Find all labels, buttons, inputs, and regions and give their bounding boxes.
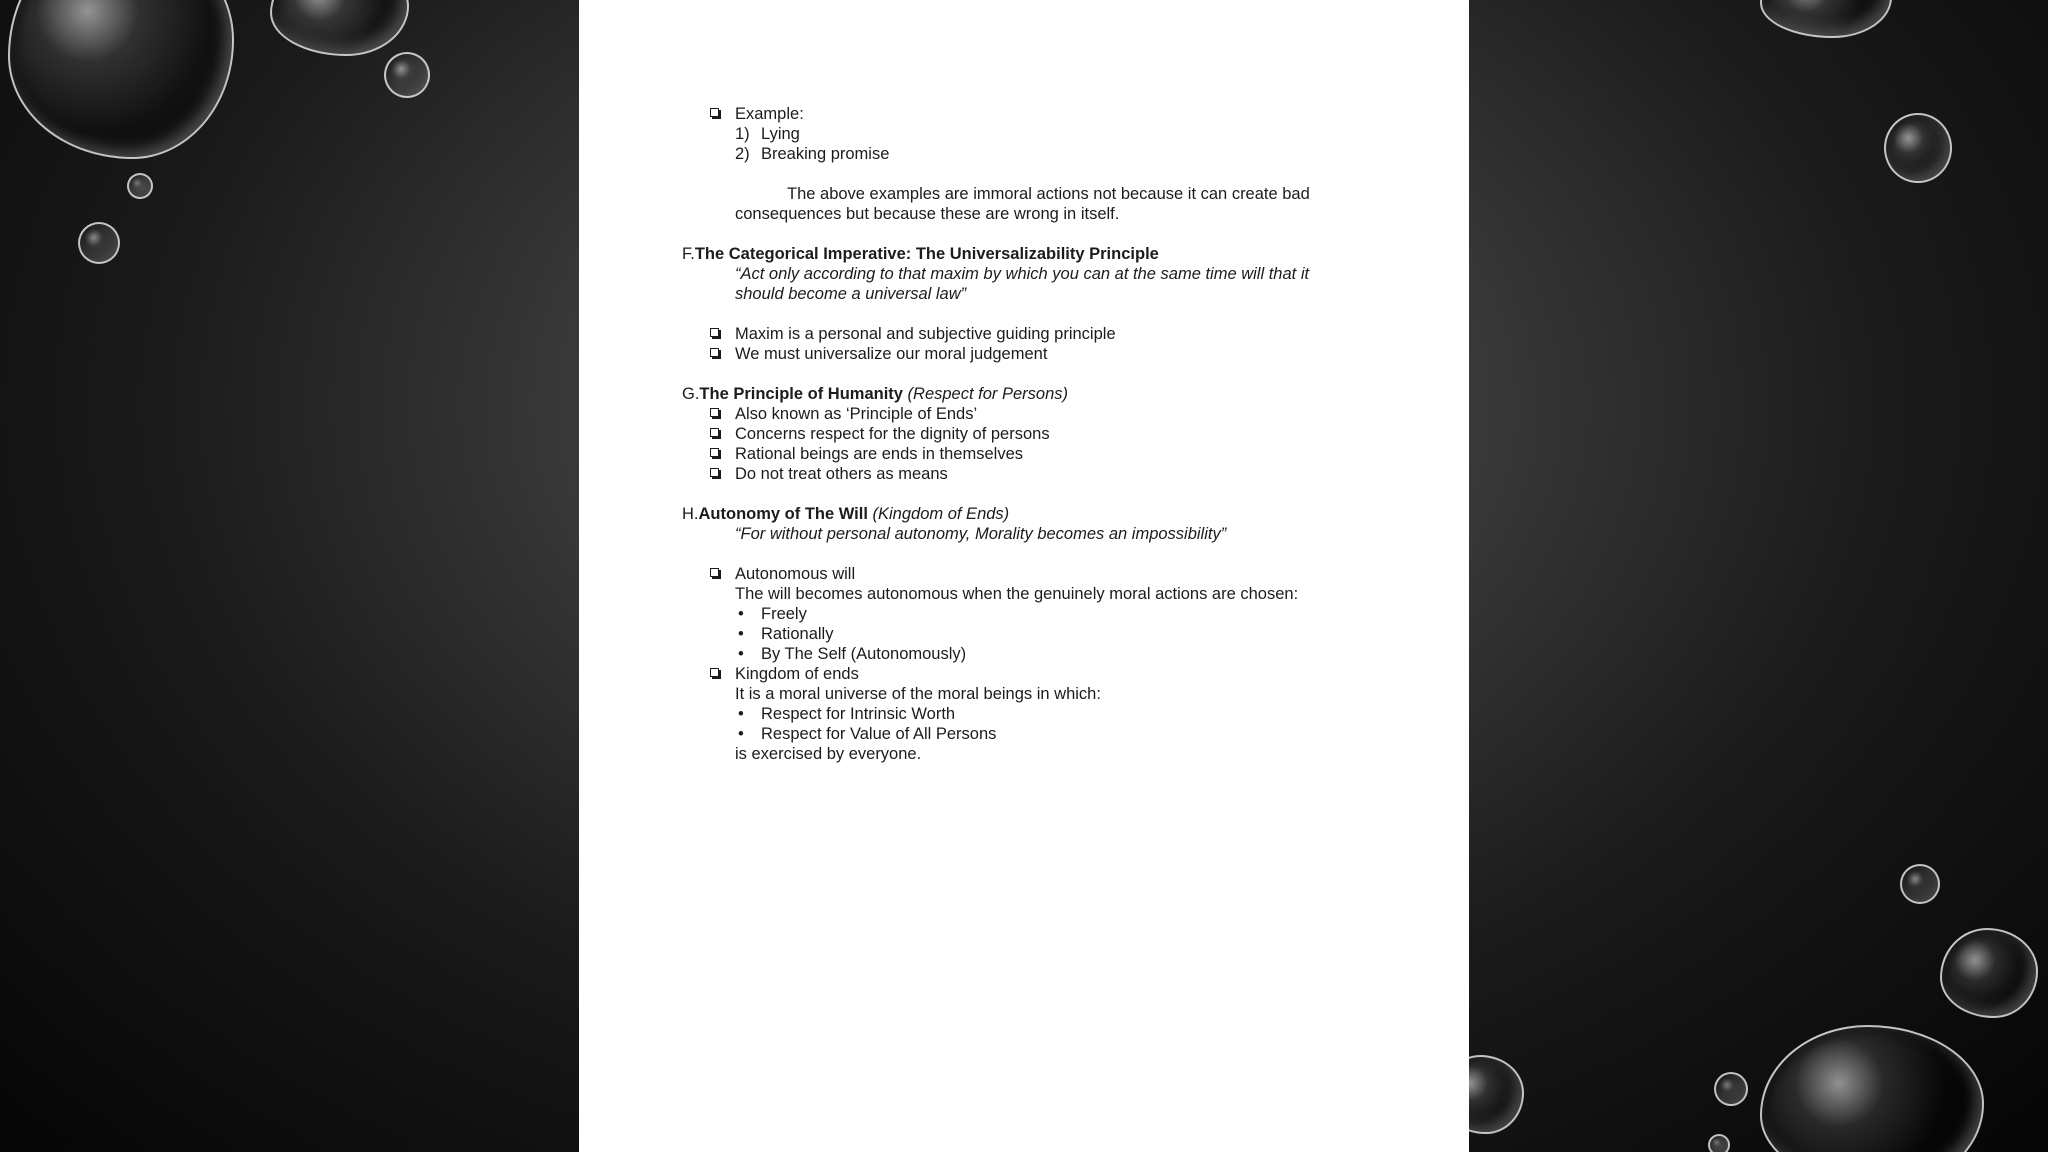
kingdom-of-ends-closing: is exercised by everyone. — [735, 745, 922, 763]
example-paragraph-line1: The above examples are immoral actions not because it can create bad — [787, 185, 1310, 203]
square-bullet-icon — [710, 448, 719, 457]
section-g-letter: G. — [682, 385, 700, 403]
list-item — [682, 724, 1362, 744]
section-g-title: The Principle of Humanity — [699, 385, 903, 403]
section-f-bullet — [682, 344, 1362, 364]
bullet-text: Kingdom of ends — [735, 665, 859, 683]
water-drop-right-3 — [1940, 928, 2038, 1018]
kingdom-of-ends-description: It is a moral universe of the moral beings in which: — [735, 685, 1101, 703]
example-item — [682, 124, 1362, 144]
list-item-text: Rationally — [761, 625, 834, 643]
section-g-bullet — [682, 404, 1362, 424]
bullet-dot-icon: • — [738, 725, 744, 743]
water-drop-small-1 — [384, 52, 430, 98]
document-content — [682, 104, 1362, 764]
bullet-text: Do not treat others as means — [735, 465, 948, 483]
example-item-number: 2) — [735, 145, 750, 163]
list-item — [682, 624, 1362, 644]
water-drop-top-right — [1760, 0, 1892, 38]
square-bullet-icon — [710, 328, 719, 337]
bullet-dot-icon: • — [738, 625, 744, 643]
section-g-bullet — [682, 464, 1362, 484]
example-item — [682, 144, 1362, 164]
example-item-text: Breaking promise — [761, 145, 890, 163]
bullet-text: Rational beings are ends in themselves — [735, 445, 1024, 463]
section-f-quote-line2: should become a universal law” — [735, 285, 967, 303]
square-bullet-icon — [710, 348, 719, 357]
water-drop-small-2 — [127, 173, 153, 199]
water-drop-right-5 — [1708, 1134, 1730, 1152]
section-h-letter: H. — [682, 505, 699, 523]
section-g-bullet — [682, 444, 1362, 464]
bullet-text: Concerns respect for the dignity of persons — [735, 425, 1050, 443]
bullet-dot-icon: • — [738, 605, 744, 623]
section-f-quote-line1: “Act only according to that maxim by which you can at the same time will that it — [735, 265, 1310, 283]
section-h-subtitle: (Kingdom of Ends) — [872, 505, 1010, 523]
bullet-text: Maxim is a personal and subjective guiding principle — [735, 325, 1116, 343]
section-f-heading — [682, 244, 1362, 264]
water-drop-large-top-left — [8, 0, 234, 159]
list-item — [682, 644, 1362, 664]
bullet-text: We must universalize our moral judgement — [735, 345, 1048, 363]
square-bullet-icon — [710, 108, 719, 117]
section-g-subtitle: (Respect for Persons) — [907, 385, 1069, 403]
water-drop-right-4 — [1714, 1072, 1748, 1106]
list-item-text: Freely — [761, 605, 807, 623]
list-item-text: Respect for Value of All Persons — [761, 725, 997, 743]
square-bullet-icon — [710, 408, 719, 417]
kingdom-of-ends-bullet — [682, 664, 1362, 684]
bullet-dot-icon: • — [738, 645, 744, 663]
bullet-text: Autonomous will — [735, 565, 856, 583]
section-g-bullet — [682, 424, 1362, 444]
section-h-heading — [682, 504, 1362, 524]
water-drop-top-left-2 — [270, 0, 409, 56]
list-item — [682, 704, 1362, 724]
square-bullet-icon — [710, 428, 719, 437]
bullet-dot-icon: • — [738, 705, 744, 723]
example-bullet — [682, 104, 1362, 124]
bullet-text: Also known as ‘Principle of Ends’ — [735, 405, 978, 423]
water-drop-right-1 — [1884, 113, 1952, 183]
autonomous-will-description: The will becomes autonomous when the genuinely moral actions are chosen: — [735, 585, 1299, 603]
document-page — [579, 0, 1469, 1152]
section-f-title: The Categorical Imperative: The Universalizability Principle — [694, 245, 1159, 263]
water-drop-right-2 — [1900, 864, 1940, 904]
water-drop-large-bottom-right — [1760, 1025, 1984, 1152]
autonomous-will-bullet — [682, 564, 1362, 584]
example-label: Example: — [735, 105, 804, 123]
water-drop-small-3 — [78, 222, 120, 264]
square-bullet-icon — [710, 668, 719, 677]
example-item-number: 1) — [735, 125, 750, 143]
list-item-text: By The Self (Autonomously) — [761, 645, 967, 663]
example-item-text: Lying — [761, 125, 800, 143]
section-h-quote: “For without personal autonomy, Morality becomes an impossibility” — [735, 525, 1227, 543]
list-item — [682, 604, 1362, 624]
list-item-text: Respect for Intrinsic Worth — [761, 705, 956, 723]
section-f-letter: F. — [682, 245, 695, 263]
section-f-bullet — [682, 324, 1362, 344]
section-g-heading — [682, 384, 1362, 404]
example-paragraph-line2: consequences but because these are wrong in itself. — [735, 205, 1120, 223]
section-h-title: Autonomy of The Will — [698, 505, 868, 523]
square-bullet-icon — [710, 468, 719, 477]
square-bullet-icon — [710, 568, 719, 577]
